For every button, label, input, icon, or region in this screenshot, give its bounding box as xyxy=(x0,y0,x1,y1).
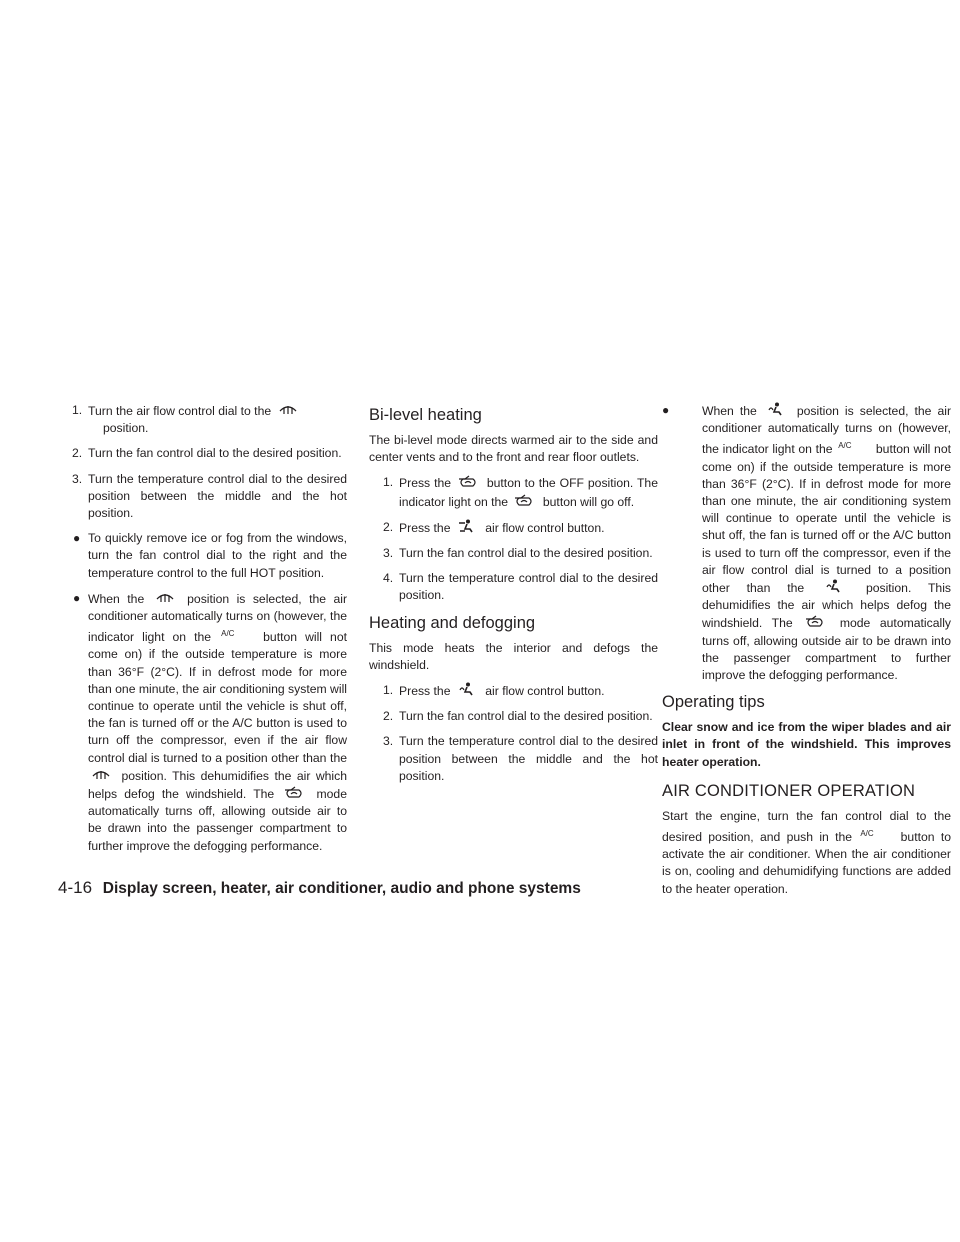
bullet: ● xyxy=(73,590,81,605)
floor-defrost-icon xyxy=(823,579,845,593)
air-recirculation-icon xyxy=(513,493,535,507)
ac-button-label: A/C xyxy=(838,441,852,451)
list-item: ● When the position is selected, the air conditioner automatically turns on (however, the indicator light on the A/C button will not come on) if the outside temperature is more than 36°F (2°C). If in defrost mode for more than one minute, the air conditioning system will continue to operate until the vehicle is shut off, the fan is turned off or the A/C button is used to turn off the compressor, even if the air flow control dial is turned to a position other than the position. This dehumidifies the air which helps defog the windshield. The mode automatically turns off, allowing outside air to be drawn into the passenger compartment to further improve the defogging performance. xyxy=(73,590,348,853)
list-item: 1. Press the button to the OFF position. The indicator light on the button will go off. xyxy=(383,475,658,509)
page-footer xyxy=(58,878,581,899)
section-heading-bi-level: Bi-level heating xyxy=(369,406,482,424)
step-number: 3. xyxy=(383,546,394,561)
list-item: 3. Turn the fan control dial to the desired position. xyxy=(369,545,658,562)
section-heading-heating-defogging: Heating and defogging xyxy=(369,613,536,632)
floor-defrost-icon xyxy=(765,402,787,416)
step-number: 3. xyxy=(383,734,394,749)
defrost-icon xyxy=(90,767,112,781)
list-item: 2. Turn the fan control dial to the desired position. xyxy=(58,445,347,462)
step-number: 2. xyxy=(72,446,83,461)
column-right xyxy=(662,402,951,906)
ac-button-label: A/C xyxy=(221,629,235,639)
section-heading-operating-tips: Operating tips xyxy=(662,693,765,712)
list-item: 1. Press the air flow control button. xyxy=(383,683,605,699)
bi-level-icon xyxy=(456,519,478,533)
list-item: 2. Turn the fan control dial to the desired position. xyxy=(369,708,658,725)
step-number: 1. xyxy=(383,475,394,490)
list-item: 3. Turn the temperature control dial to the desired position between the middle and the hot position. xyxy=(383,734,658,783)
defrost-icon xyxy=(154,590,176,604)
defrost-icon xyxy=(277,402,299,416)
step-number: 1. xyxy=(72,403,83,417)
tips-paragraph: Clear snow and ice from the wiper blades and air inlet in front of the windshield. This improves heater operation. xyxy=(662,720,951,769)
step-number: 2. xyxy=(383,519,394,534)
list-item: 2. Press the air flow control button. xyxy=(383,519,605,535)
list-item: 1. Turn the air flow control dial to the position. xyxy=(58,402,347,437)
column-middle xyxy=(369,402,658,793)
paragraph: This mode heats the interior and defogs the windshield. xyxy=(369,640,658,672)
floor-defrost-icon xyxy=(456,682,478,696)
air-recirculation-icon xyxy=(457,474,479,488)
section-heading-air-conditioner: AIR CONDITIONER OPERATION xyxy=(662,781,916,800)
paragraph: The bi-level mode directs warmed air to the side and center vents and to the front and rear floor outlets. xyxy=(369,433,658,465)
column-left xyxy=(58,402,347,863)
air-recirculation-icon xyxy=(804,614,826,628)
paragraph: Start the engine, turn the fan control dial to the desired position, and push in the A/C button to activate the air conditioner. When the air conditioner is on, cooling and dehumidifying functions are added to the heater operation. xyxy=(662,808,951,896)
ac-button-label: A/C xyxy=(860,829,874,839)
page-number: 4-16 xyxy=(58,878,93,897)
step-number: 2. xyxy=(383,709,394,724)
list-item: ● To quickly remove ice or fog from the windows, turn the fan control dial to the right and the temperature control to the full HOT position. xyxy=(73,531,347,580)
bullet: ● xyxy=(662,403,670,417)
air-recirculation-icon xyxy=(283,785,305,799)
list-item: 4. Turn the temperature control dial to the desired position. xyxy=(383,571,658,603)
list-item: ● When the position is selected, the air conditioner automatically turns on (however, the indicator light on the A/C button will not come on) if the outside temperature is more than 36°F (2°C). If in defrost mode for more than one minute, the air conditioning system will continue to operate until the vehicle is shut off, the fan is turned off or the A/C button is used to turn off the compressor, even if the air flow control dial is turned to a position other than the position. This dehumidifies the air which helps defog the windshield. The mode automatically turns off, allowing outside air to be drawn into the passenger compartment to further improve the defogging performance. xyxy=(662,403,952,683)
list-item: 3. Turn the temperature control dial to the desired position between the middle and the hot position. xyxy=(72,471,347,521)
step-number: 1. xyxy=(383,683,394,698)
step-number: 3. xyxy=(72,471,83,486)
bullet: ● xyxy=(73,531,81,546)
step-number: 4. xyxy=(383,571,394,586)
chapter-title: Display screen, heater, air conditioner, audio and phone systems xyxy=(102,880,581,897)
